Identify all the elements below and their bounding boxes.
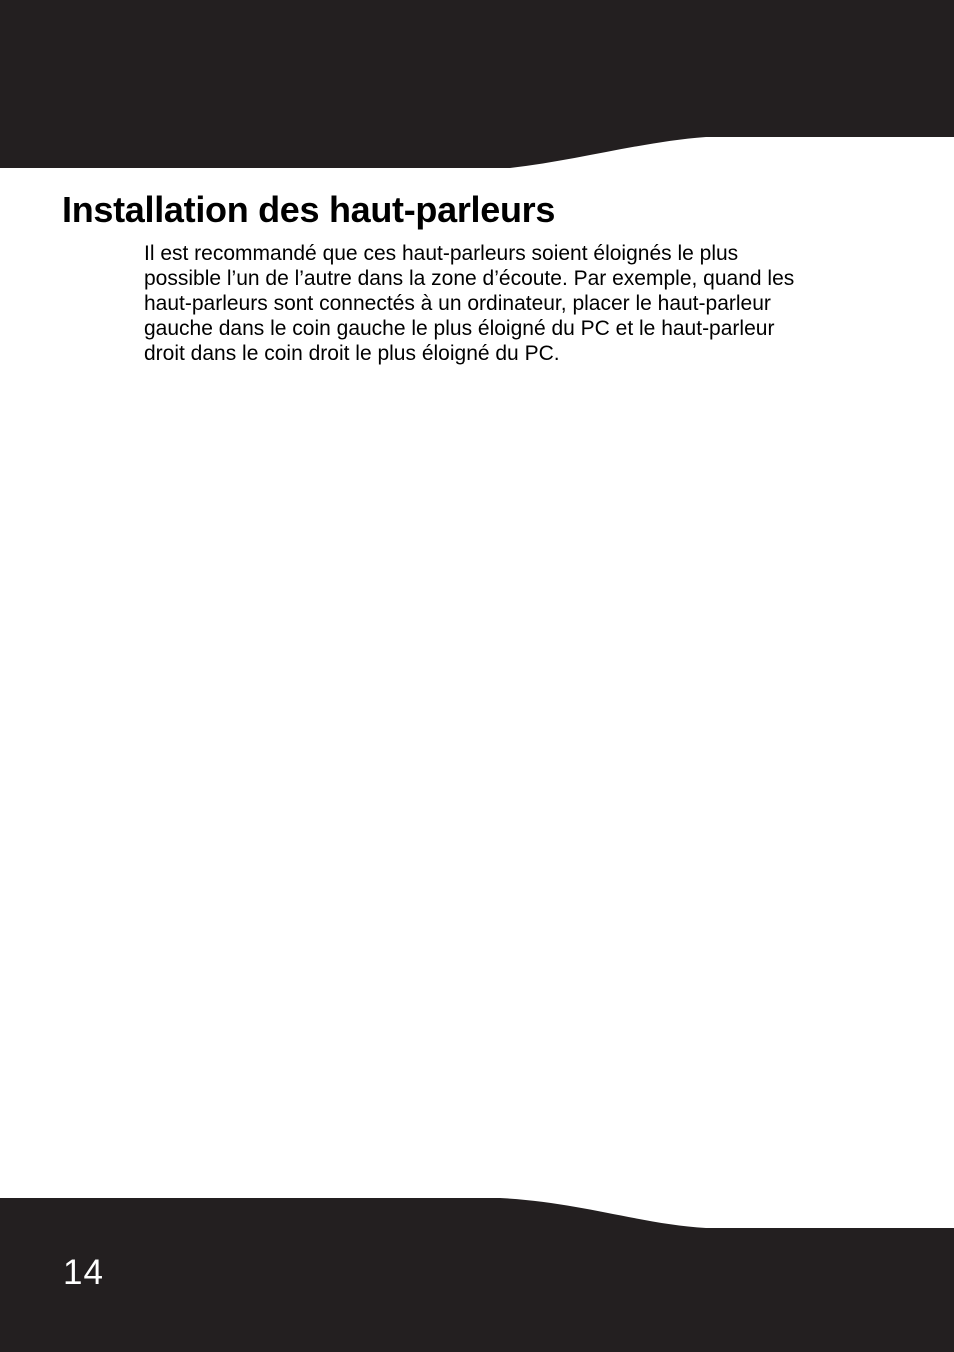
page-number: 14 [63, 1253, 104, 1292]
body-paragraph [144, 241, 864, 366]
paragraph-line: droit dans le coin droit le plus éloigné du PC. [144, 342, 560, 365]
header-band [0, 0, 954, 170]
paragraph-line: gauche dans le coin gauche le plus éloigné du PC et le haut-parleur [144, 317, 775, 340]
paragraph-line: possible l’un de l’autre dans la zone d’écoute. Par exemple, quand les [144, 267, 795, 290]
page-title: Installation des haut-parleurs [62, 189, 556, 230]
footer-band-shape [0, 1198, 954, 1352]
paragraph-line: Il est recommandé que ces haut-parleurs soient éloignés le plus [144, 242, 739, 265]
footer-band [0, 1196, 954, 1352]
header-band-shape [0, 0, 954, 168]
paragraph-line: haut-parleurs sont connectés à un ordinateur, placer le haut-parleur [144, 292, 771, 315]
